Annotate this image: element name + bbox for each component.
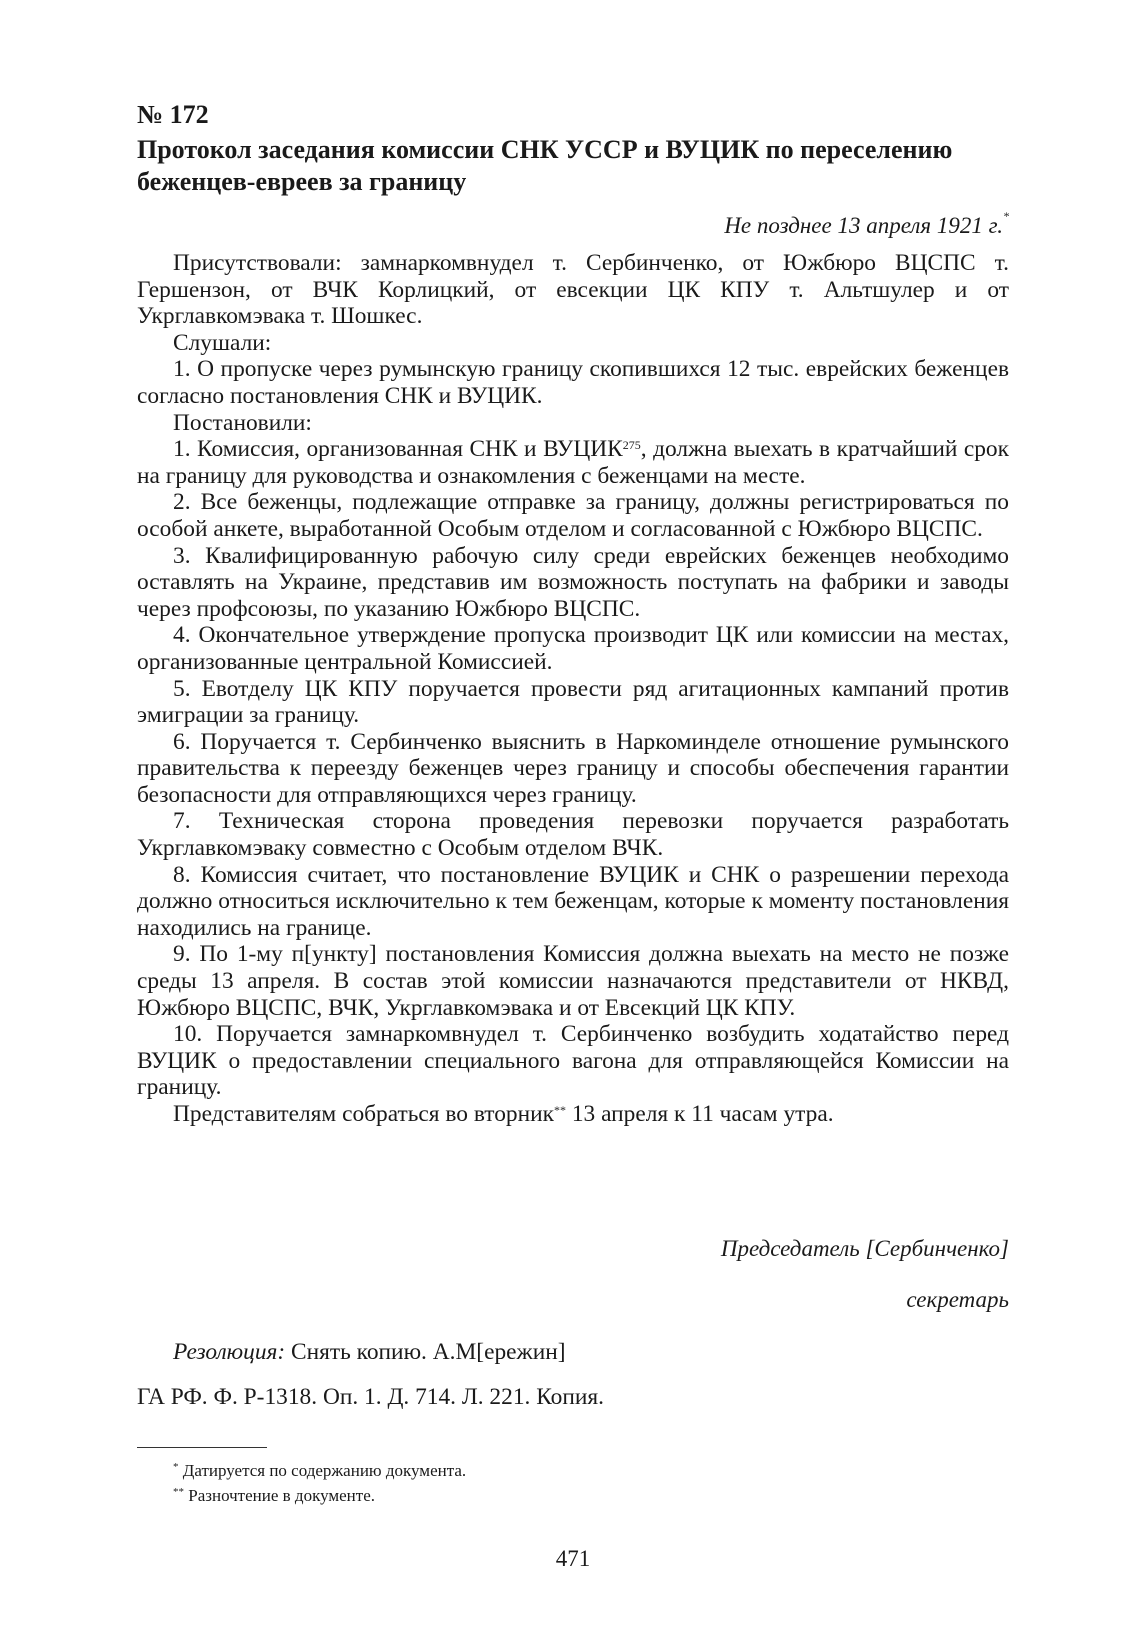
decision-1-text-end: , должна выехать в кратчайший срок на границу для руководства и ознакомления с беженцами на месте. (137, 436, 1009, 489)
decision-item-9: 9. По 1-му п[ункту] постановления Комиссия должна выехать на место не позже среды 13 апреля. В состав этой комиссии назначаются представители от НКВД, Южбюро ВЦСПС, ВЧК, Укрглавкомэвака и от Евсекций ЦК КПУ. (137, 941, 1009, 1021)
document-date (724, 209, 1009, 239)
footnote-1 (173, 1458, 466, 1483)
resolution-text: Снять копию. А.М[ережин] (285, 1339, 566, 1365)
heard-heading: Слушали: (173, 329, 272, 356)
decision-1-text-start: 1. Комиссия, организованная СНК и ВУЦИК (173, 436, 623, 463)
decision-item-8: 8. Комиссия считает, что постановление ВУЦИК и СНК о разрешении перехода должно относиться исключительно к тем беженцам, которые к моменту постановления находились на границе. (137, 861, 1009, 941)
footnote-2-text: Разночтение в документе. (184, 1486, 375, 1505)
footnote-1-text: Датируется по содержанию документа. (178, 1461, 467, 1480)
footnote-1-mark: * (173, 1461, 179, 1473)
decision-item-7: 7. Техническая сторона проведения перевозки поручается разработать Укрглавкомэваку совместно с Особым отделом ВЧК. (137, 808, 1009, 862)
page-number: 471 (555, 1546, 591, 1571)
decision-item-2: 2. Все беженцы, подлежащие отправке за границу, должны регистрироваться по особой анкете, выработанной Особым отделом и согласованной с Южбюро ВЦСПС. (137, 489, 1009, 542)
heard-item: 1. О пропуске через румынскую границу скопившихся 12 тыс. еврейских беженцев согласно постановления СНК и ВУЦИК. (137, 356, 1009, 409)
meeting-footnote-mark: ** (554, 1103, 566, 1117)
chairman-signature: Председатель [Сербинченко] (720, 1236, 1009, 1261)
footnotes (173, 1458, 466, 1508)
decision-item-3: 3. Квалифицированную рабочую силу среди еврейских беженцев необходимо оставлять на Украине, представив им возможность поступать на фабрики и заводы через профсоюзы, по указанию Южбюро ВЦСПС. (137, 542, 1009, 622)
resolution-label: Резолюция: (173, 1339, 286, 1365)
date-footnote-mark: * (1003, 209, 1009, 223)
document-date-text: Не позднее 13 апреля 1921 г. (724, 213, 1003, 238)
meeting-note (137, 1101, 1009, 1128)
editorial-note-ref: 275 (622, 438, 641, 453)
decision-item-1 (137, 436, 1009, 489)
resolution (173, 1339, 566, 1366)
decision-item-4: 4. Окончательное утверждение пропуска производит ЦК или комиссии на местах, организованные центральной Комиссией. (137, 622, 1009, 675)
secretary-signature: секретарь (906, 1287, 1009, 1312)
decision-item-6: 6. Поручается т. Сербинченко выяснить в Наркоминделе отношение румынского правительства к переезду беженцев через границу и способы обеспечения гарантии безопасности для отправляющихся через границу. (137, 728, 1009, 808)
meeting-note-end: 13 апреля к 11 часам утра. (566, 1101, 834, 1127)
decision-item-5: 5. Евотделу ЦК КПУ поручается провести ряд агитационных кампаний против эмиграции за границу. (137, 675, 1009, 729)
archive-reference: ГА РФ. Ф. Р-1318. Оп. 1. Д. 714. Л. 221. Копия. (137, 1384, 604, 1410)
document-title: Протокол заседания комиссии СНК УССР и ВУЦИК по переселению беженцев-евреев за границу (137, 135, 953, 196)
meeting-note-start: Представителям собраться во вторник (173, 1101, 554, 1127)
footnote-2-mark: ** (173, 1486, 184, 1498)
decided-heading: Постановили: (173, 409, 312, 436)
attendees-paragraph: Присутствовали: замнаркомвнудел т. Сербинченко, от Южбюро ВЦСПС т. Гершензон, от ВЧК Корлицкий, от евсекции ЦК КПУ т. Альтшулер и от Укрглавкомэвака т. Шошкес. (137, 250, 1009, 330)
document-number: № 172 (137, 100, 209, 129)
footnote-divider (137, 1447, 267, 1448)
decision-item-10: 10. Поручается замнаркомвнудел т. Сербинченко возбудить ходатайство перед ВУЦИК о предоставлении специального вагона для отправляющейся Комиссии на границу. (137, 1021, 1009, 1101)
protocol-body (137, 250, 1009, 1128)
footnote-2 (173, 1483, 466, 1508)
